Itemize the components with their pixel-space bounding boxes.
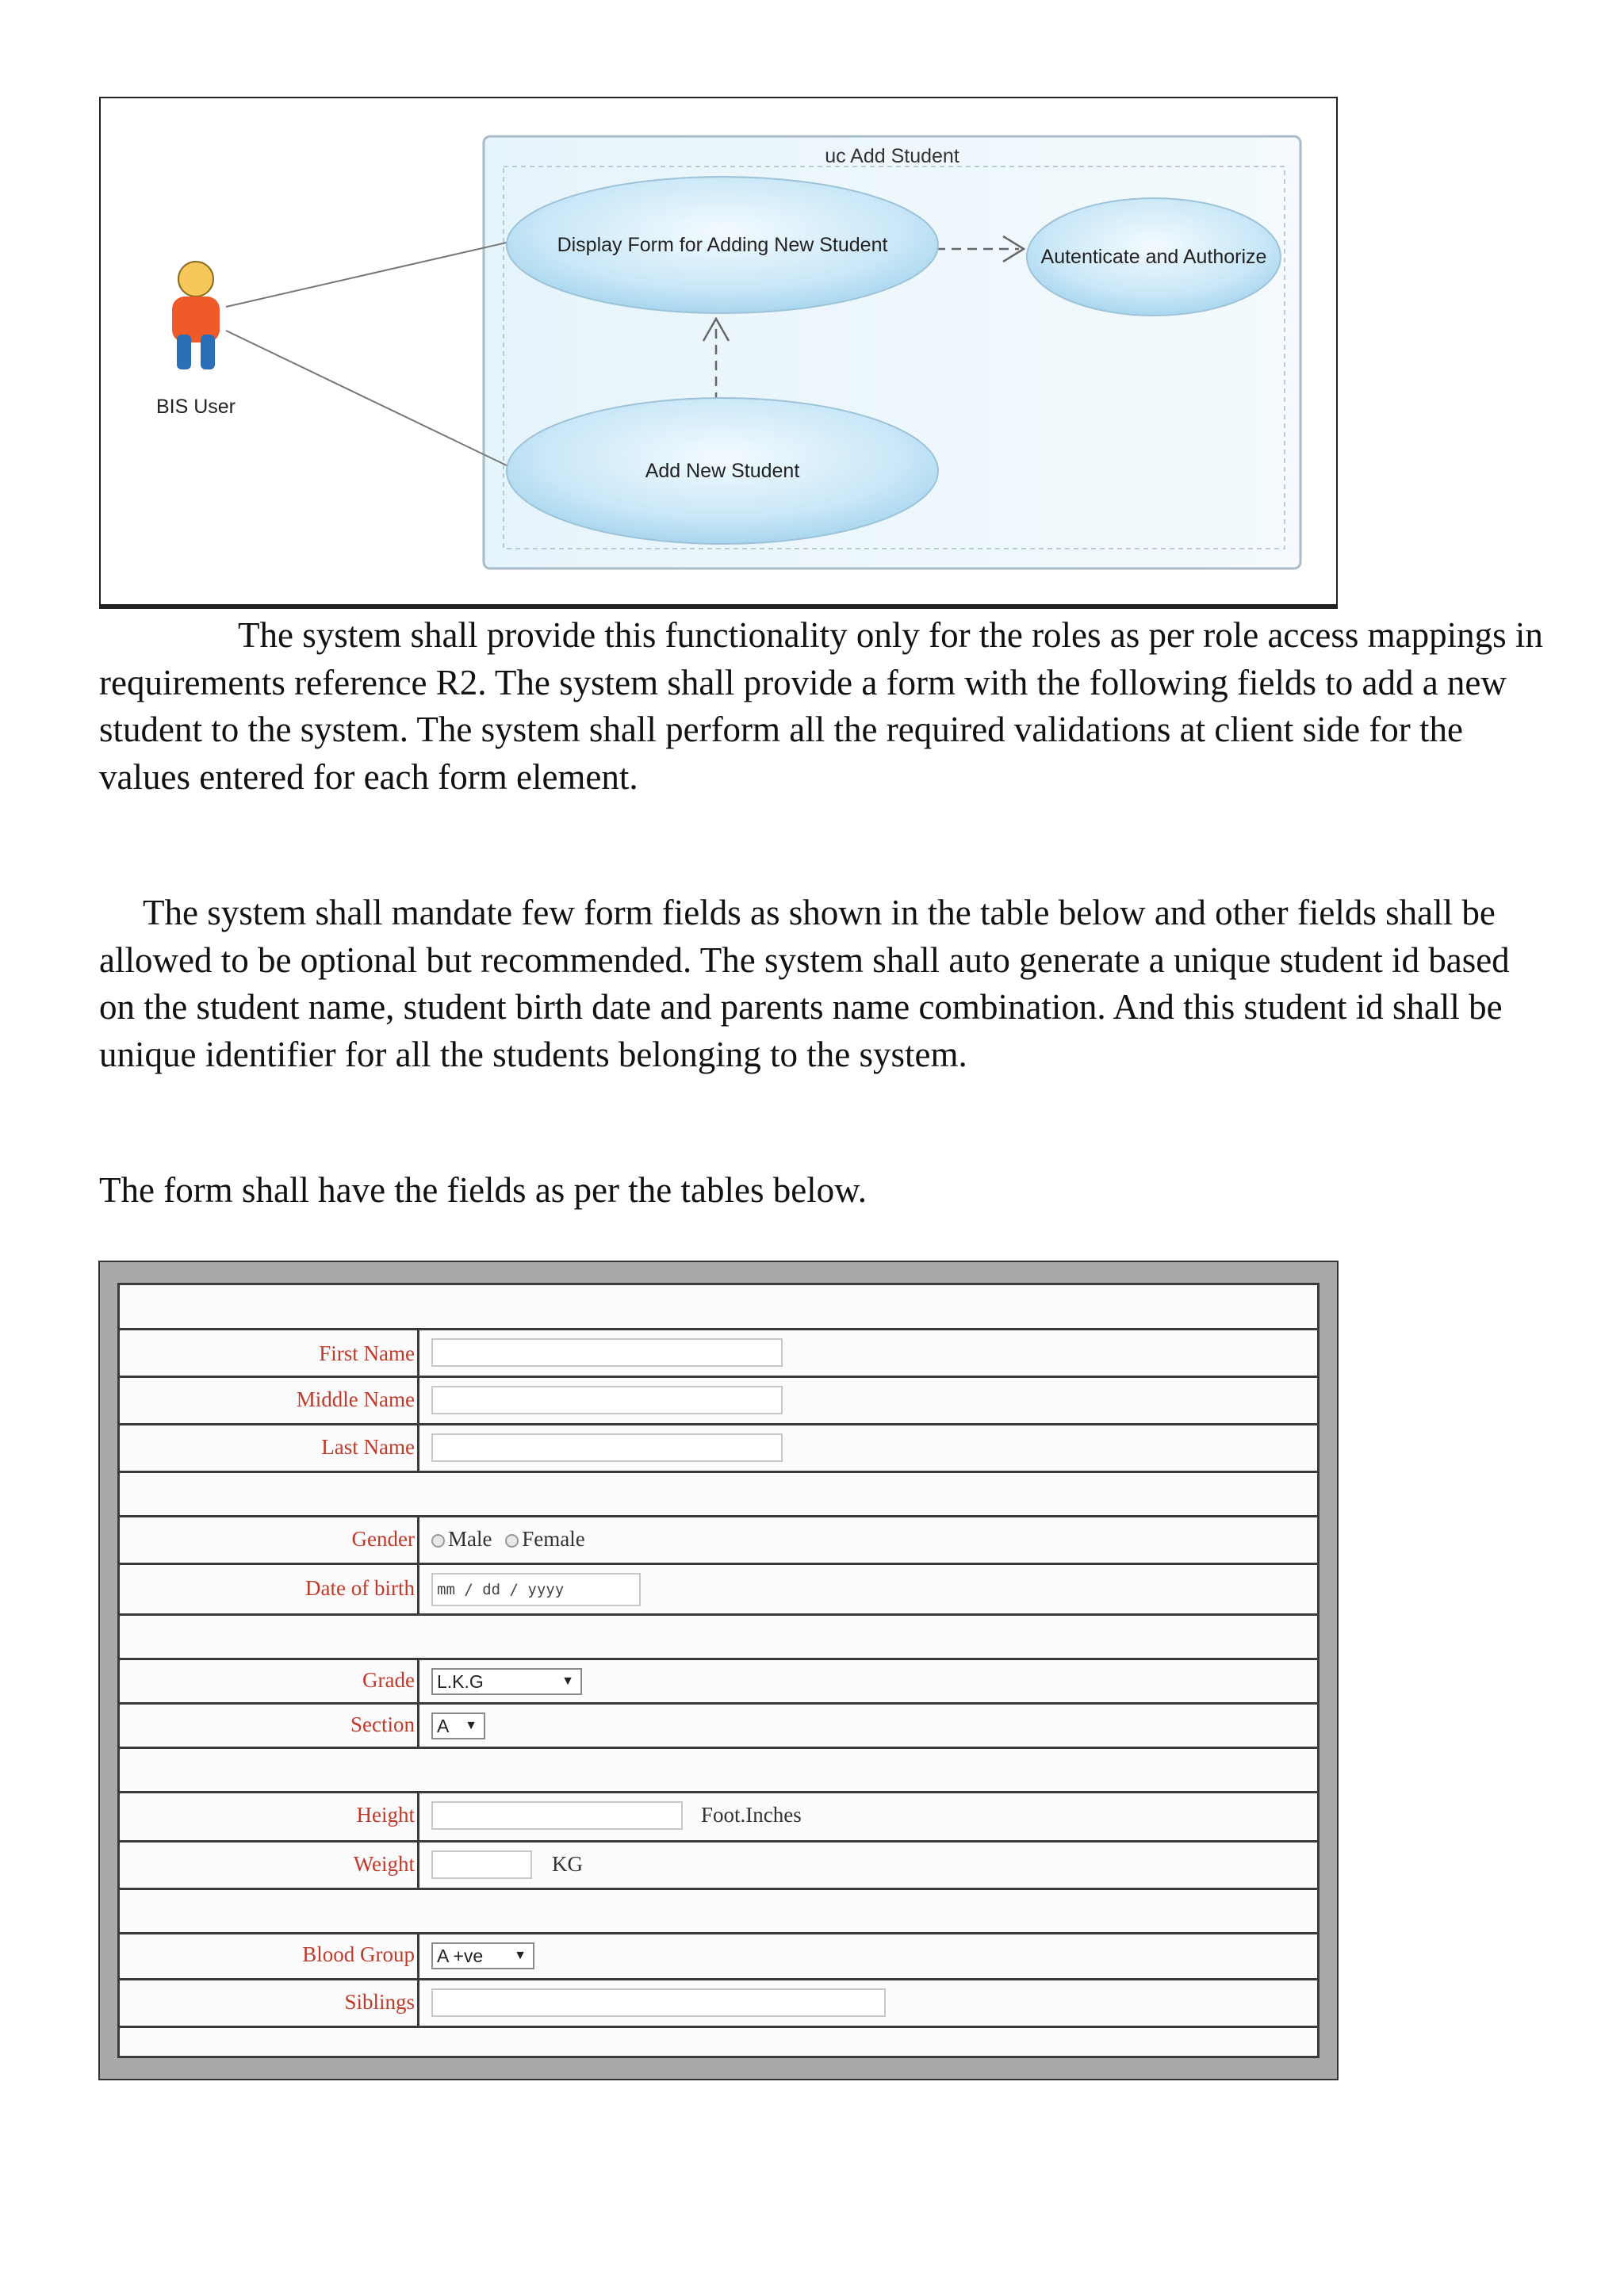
paragraph-mandatory-fields: The system shall mandate few form fields as shown in the table below and other fields shall be allowed to be optional but recommended. The system shall auto generate a unique student id based on the student name, student birth date and parents name combination. And this student id shall be unique identifier for all the students belonging to the system. <box>99 893 1510 1074</box>
add-student-form-screenshot <box>98 1261 1339 2080</box>
gender-female-radio[interactable] <box>505 1534 519 1548</box>
middle-name-row <box>120 1378 1317 1425</box>
height-input[interactable] <box>431 1801 683 1830</box>
weight-unit: KG <box>552 1852 583 1876</box>
gender-row <box>120 1517 1317 1565</box>
spacer-row <box>120 1616 1317 1660</box>
section-select[interactable]: A ▼ <box>431 1712 485 1739</box>
siblings-input[interactable] <box>431 1988 886 2017</box>
section-row <box>120 1705 1317 1749</box>
paragraph-form-intro: The form shall have the fields as per the tables below. <box>99 1170 868 1210</box>
last-name-input[interactable] <box>431 1433 783 1462</box>
gender-female-label: Female <box>522 1527 585 1551</box>
blood-group-row <box>120 1934 1317 1980</box>
grade-row <box>120 1660 1317 1705</box>
weight-label: Weight <box>353 1852 415 1876</box>
svg-text:Add New Student: Add New Student <box>645 460 800 482</box>
weight-row <box>120 1843 1317 1890</box>
section-label: Section <box>350 1712 415 1736</box>
gender-male-radio[interactable] <box>431 1534 445 1548</box>
first-name-row <box>120 1330 1317 1378</box>
height-unit: Foot.Inches <box>701 1803 802 1827</box>
dob-row <box>120 1565 1317 1616</box>
form-header-row <box>120 1285 1317 1330</box>
blood-group-label: Blood Group <box>302 1942 415 1966</box>
use-case-diagram <box>99 97 1338 609</box>
first-name-label: First Name <box>319 1341 415 1365</box>
height-label: Height <box>356 1803 415 1827</box>
grade-label: Grade <box>362 1668 415 1692</box>
gender-male-label: Male <box>448 1527 492 1551</box>
dob-input[interactable] <box>431 1573 641 1606</box>
form-table <box>117 1283 1320 2058</box>
siblings-row <box>120 1980 1317 2028</box>
chevron-down-icon: ▼ <box>465 1719 477 1732</box>
spacer-row <box>120 1890 1317 1934</box>
svg-text:Display Form for Adding New St: Display Form for Adding New Student <box>557 234 888 256</box>
chevron-down-icon: ▼ <box>561 1674 574 1688</box>
package-title: uc Add Student <box>825 145 959 167</box>
first-name-input[interactable] <box>431 1338 783 1367</box>
weight-input[interactable] <box>431 1850 532 1879</box>
last-name-row <box>120 1425 1317 1473</box>
dob-label: Date of birth <box>305 1576 415 1600</box>
actor-label: BIS User <box>155 396 236 418</box>
paragraph-role-access: The system shall provide this functionality only for the roles as per role access mappings in requirements reference R2. The system shall provide a form with the following fields to add a new student to the system. The system shall perform all the required validations at client side for the values entered for each form element. <box>99 615 1543 797</box>
dob-placeholder: mm / dd / yyyy <box>437 1581 565 1598</box>
last-name-label: Last Name <box>321 1435 415 1459</box>
middle-name-label: Middle Name <box>296 1387 415 1411</box>
siblings-label: Siblings <box>344 1990 415 2014</box>
gender-label: Gender <box>351 1527 415 1551</box>
svg-text:Autenticate and Authorize: Autenticate and Authorize <box>1040 246 1267 268</box>
chevron-down-icon: ▼ <box>514 1949 527 1962</box>
grade-select[interactable]: L.K.G ▼ <box>431 1668 582 1695</box>
spacer-row <box>120 1749 1317 1793</box>
middle-name-input[interactable] <box>431 1386 783 1414</box>
spacer-row <box>120 1473 1317 1517</box>
blood-group-select[interactable]: A +ve ▼ <box>431 1942 534 1969</box>
height-row <box>120 1793 1317 1843</box>
